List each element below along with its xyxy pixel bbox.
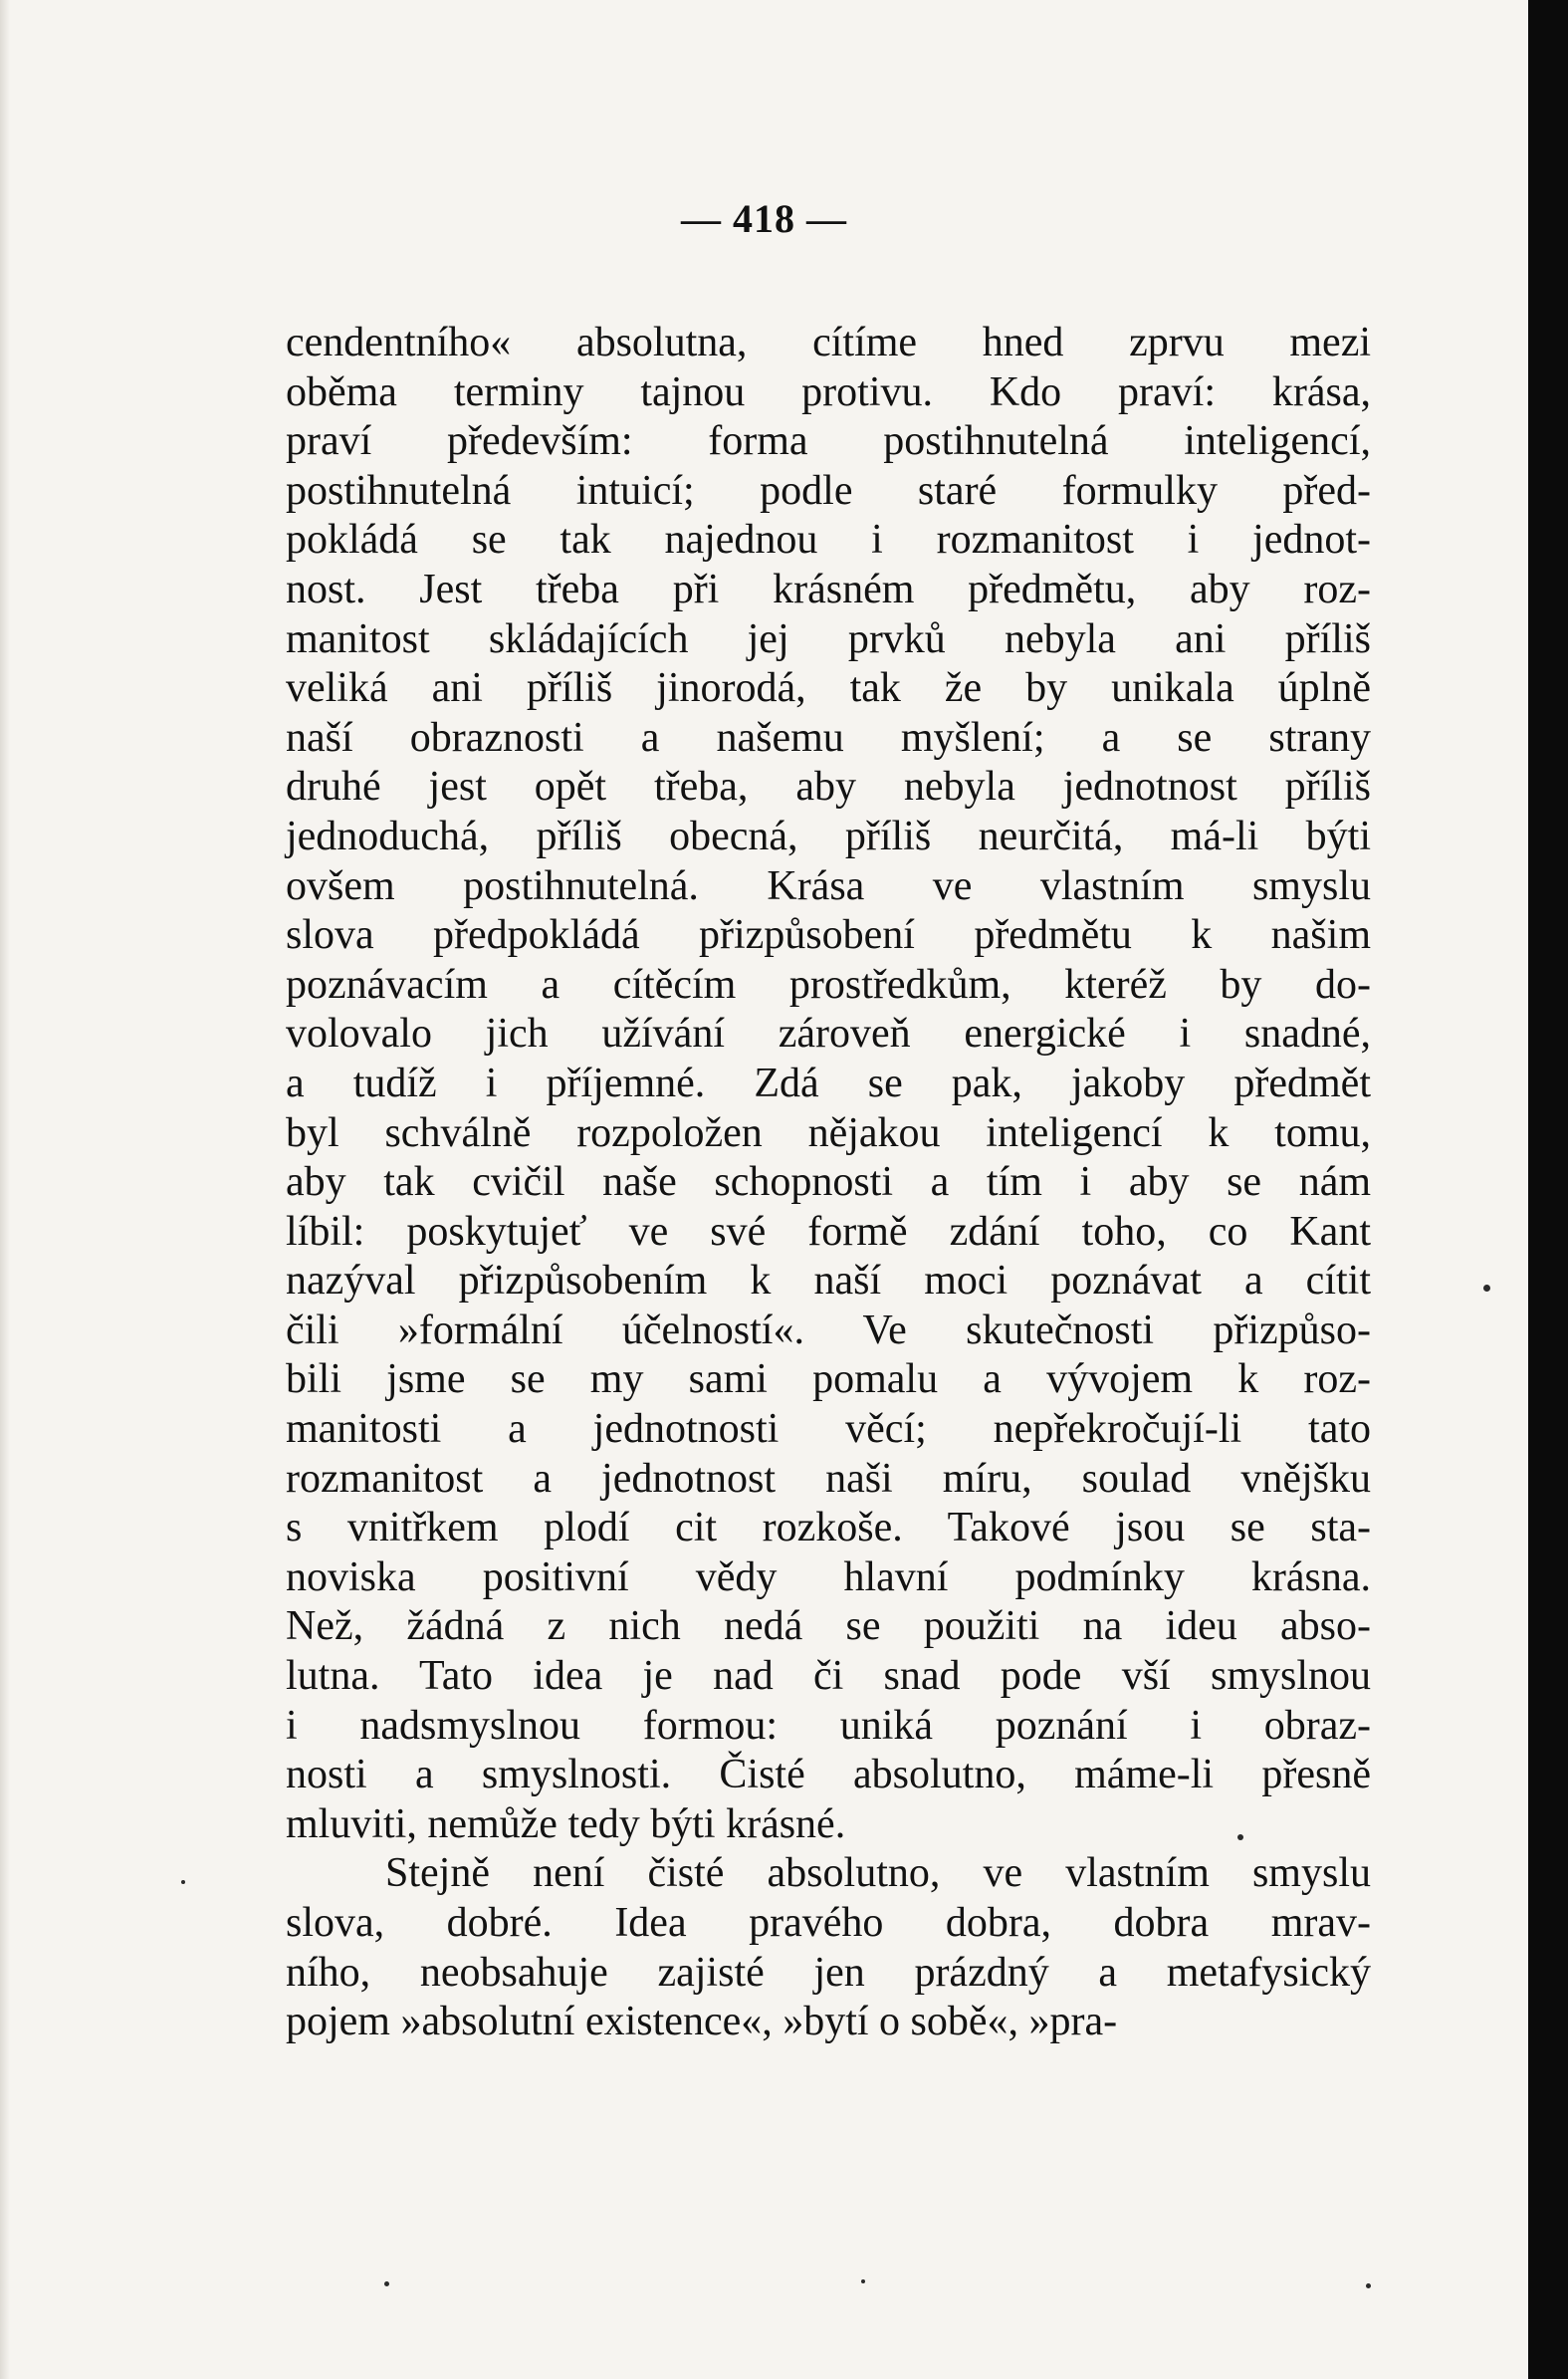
text-line: veliká ani příliš jinorodá, tak že by unikala úplně [286,665,1371,712]
text-line: a tudíž i příjemné. Zdá se pak, jakoby předmět [286,1060,1371,1106]
text-line: cendentního« absolutna, cítíme hned zprvu mezi [286,320,1371,365]
scan-speck [384,2281,389,2286]
text-line: aby tak cvičil naše schopnosti a tím i aby se nám [286,1159,1371,1206]
text-line: byl schválně rozpoložen nějakou inteligencí k tomu, [286,1109,1371,1156]
scan-speck [1483,1285,1490,1292]
scan-speck [861,2279,865,2283]
text-line: noviska positivní vědy hlavní podmínky krásna. [286,1553,1371,1600]
text-line: lutna. Tato idea je nad či snad pode vší smyslnou [286,1653,1371,1700]
text-line: mluviti, nemůže tedy býti krásné. [286,1800,846,1847]
body-text [286,319,1371,2047]
text-line: oběma terminy tajnou protivu. Kdo praví: krása, [286,368,1371,415]
text-line: líbil: poskytujeť ve své formě zdání toho, co Kant [286,1208,1371,1255]
text-line: manitosti a jednotnosti věcí; nepřekročují-li tato [286,1406,1371,1453]
text-line: čili »formální účelností«. Ve skutečnosti přizpůso- [286,1307,1371,1353]
paragraph-first-line: Stejně není čisté absolutno, ve vlastním smyslu [385,1850,1371,1897]
text-line: nosti a smyslnosti. Čisté absolutno, máme-li přesně [286,1752,1371,1798]
text-line: ního, neobsahuje zajisté jen prázdný a metafysický [286,1949,1371,1996]
text-line: s vnitřkem plodí cit rozkoše. Takové jsou se sta- [286,1505,1371,1551]
scan-speck [1366,2283,1371,2288]
text-line: bili jsme se my sami pomalu a vývojem k roz- [286,1356,1371,1403]
text-line: i nadsmyslnou formou: uniká poznání i obraz- [286,1702,1371,1749]
text-line: ovšem postihnutelná. Krása ve vlastním smyslu [286,862,1371,909]
text-line: manitost skládajících jej prvků nebyla ani příliš [286,615,1371,662]
text-line: Než, žádná z nich nedá se použiti na ideu abso- [286,1603,1371,1650]
text-line: druhé jest opět třeba, aby nebyla jednotnost příliš [286,764,1371,811]
text-line: pojem »absolutní existence«, »bytí o sobě«, »pra- [286,1999,1118,2045]
scan-speck [181,1880,185,1884]
page-number: — 418 — [681,196,847,241]
scan-border-right [1528,0,1568,2379]
text-line: poznávacím a cítěcím prostředkům, kteréž by do- [286,961,1371,1008]
text-line: nost. Jest třeba při krásném předmětu, aby roz- [286,566,1371,612]
page-left-edge-shadow [0,0,10,2379]
text-line: praví především: forma postihnutelná inteligencí, [286,418,1371,465]
scan-speck [1237,1834,1243,1840]
text-line: naší obraznosti a našemu myšlení; a se strany [286,714,1371,761]
text-line: slova, dobré. Idea pravého dobra, dobra mrav- [286,1900,1371,1946]
text-line: volovalo jich užívání zároveň energické i snadné, [286,1011,1371,1058]
text-line: pokládá se tak najednou i rozmanitost i jednot- [286,517,1371,564]
text-line: postihnutelná intuicí; podle staré formulky před- [286,467,1371,514]
text-line: rozmanitost a jednotnost naši míru, soulad vnějšku [286,1455,1371,1502]
text-line: slova předpokládá přizpůsobení předmětu k našim [286,912,1371,959]
text-line: nazýval přizpůsobením k naší moci poznávat a cítit [286,1258,1371,1305]
text-line: jednoduchá, příliš obecná, příliš neurčitá, má-li býti [286,813,1371,859]
